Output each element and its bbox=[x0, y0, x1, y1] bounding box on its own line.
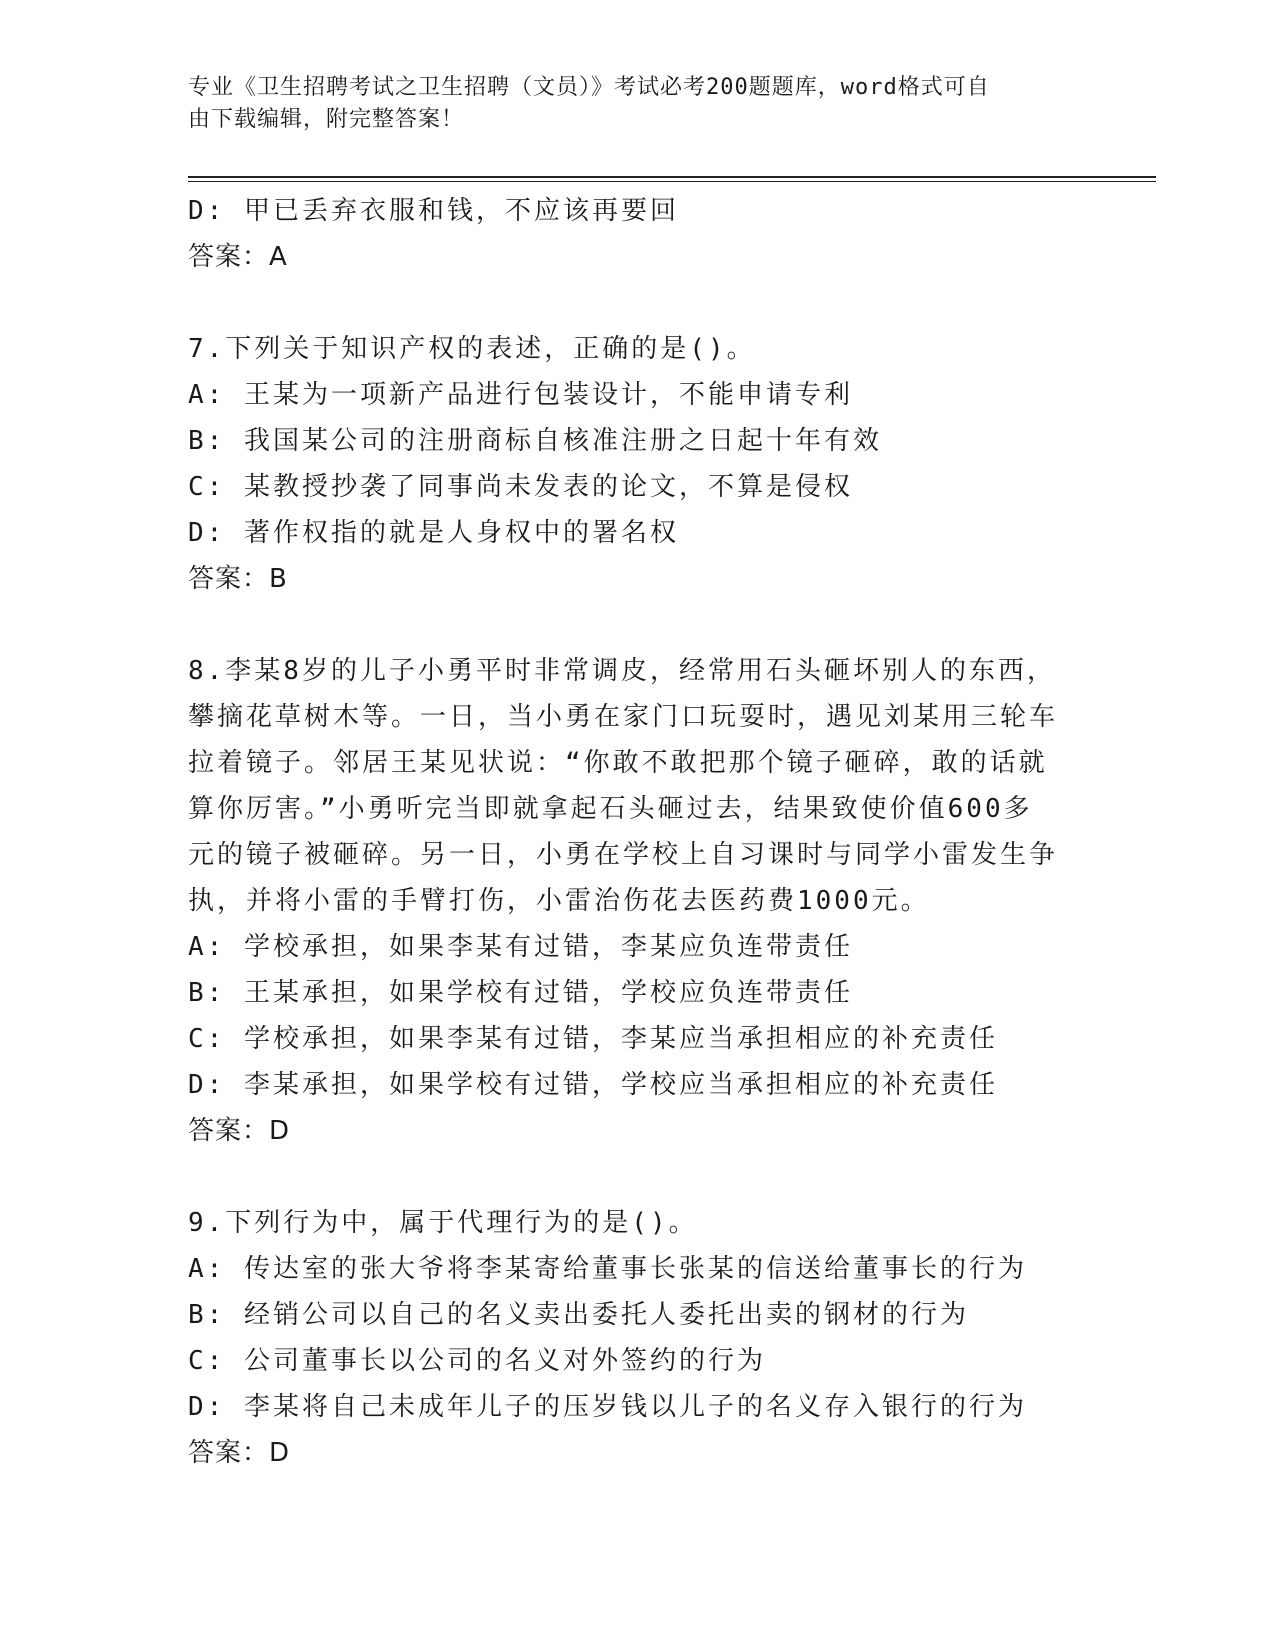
option-a: A: 传达室的张大爷将李某寄给董事长张某的信送给董事长的行为 bbox=[188, 1254, 1027, 1284]
option-d: D: 李某承担，如果学校有过错，学校应当承担相应的补充责任 bbox=[188, 1070, 998, 1100]
spacer bbox=[188, 1154, 1068, 1200]
question-stem-line: 算你厉害。”小勇听完当即就拿起石头砸过去，结果致使价值600多 bbox=[188, 794, 1033, 824]
spacer bbox=[188, 602, 1068, 648]
question-stem-line: 8.李某8岁的儿子小勇平时非常调皮，经常用石头砸坏别人的东西， bbox=[188, 656, 1056, 686]
question-8 bbox=[188, 648, 1068, 1154]
spacer bbox=[188, 280, 1068, 326]
page-header bbox=[188, 72, 1068, 136]
answer-line: 答案：D bbox=[188, 1116, 291, 1146]
option-b: B: 我国某公司的注册商标自核准注册之日起十年有效 bbox=[188, 426, 882, 456]
question-9 bbox=[188, 1200, 1068, 1476]
question-stem-line: 拉着镜子。邻居王某见状说：“你敢不敢把那个镜子砸碎，敢的话就 bbox=[188, 748, 1048, 778]
answer-line: 答案：A bbox=[188, 242, 288, 272]
question-stem: 7.下列关于知识产权的表述，正确的是()。 bbox=[188, 334, 756, 364]
option-b: B: 经销公司以自己的名义卖出委托人委托出卖的钢材的行为 bbox=[188, 1300, 969, 1330]
question-stem-line: 元的镜子被砸碎。另一日，小勇在学校上自习课时与同学小雷发生争 bbox=[188, 840, 1059, 870]
option-a: A: 学校承担，如果李某有过错，李某应负连带责任 bbox=[188, 932, 853, 962]
question-stem-line: 攀摘花草树木等。一日，当小勇在家门口玩耍时，遇见刘某用三轮车 bbox=[188, 702, 1059, 732]
question-stem: 9.下列行为中，属于代理行为的是()。 bbox=[188, 1208, 698, 1238]
question-stem-line: 执，并将小雷的手臂打伤，小雷治伤花去医药费1000元。 bbox=[188, 886, 930, 916]
option-c: C: 学校承担，如果李某有过错，李某应当承担相应的补充责任 bbox=[188, 1024, 998, 1054]
header-rule-thin bbox=[188, 181, 1156, 182]
header-line-1: 专业《卫生招聘考试之卫生招聘（文员）》考试必考200题题库，word格式可自 bbox=[188, 75, 990, 100]
answer-line: 答案：B bbox=[188, 564, 288, 594]
header-rule-thick bbox=[188, 176, 1156, 178]
question-list bbox=[188, 188, 1068, 1476]
option-a: A: 王某为一项新产品进行包装设计，不能申请专利 bbox=[188, 380, 853, 410]
option-c: C: 某教授抄袭了同事尚未发表的论文，不算是侵权 bbox=[188, 472, 853, 502]
header-line-2: 由下载编辑，附完整答案！ bbox=[188, 107, 465, 132]
option-c: C: 公司董事长以公司的名义对外签约的行为 bbox=[188, 1346, 766, 1376]
answer-line: 答案：D bbox=[188, 1438, 291, 1468]
option-d: D: 著作权指的就是人身权中的署名权 bbox=[188, 518, 679, 548]
question-7 bbox=[188, 326, 1068, 602]
previous-question-tail bbox=[188, 188, 1068, 280]
option-b: B: 王某承担，如果学校有过错，学校应负连带责任 bbox=[188, 978, 853, 1008]
option-d: D: 李某将自己未成年儿子的压岁钱以儿子的名义存入银行的行为 bbox=[188, 1392, 1027, 1422]
option-d: D: 甲已丢弃衣服和钱，不应该再要回 bbox=[188, 196, 679, 226]
